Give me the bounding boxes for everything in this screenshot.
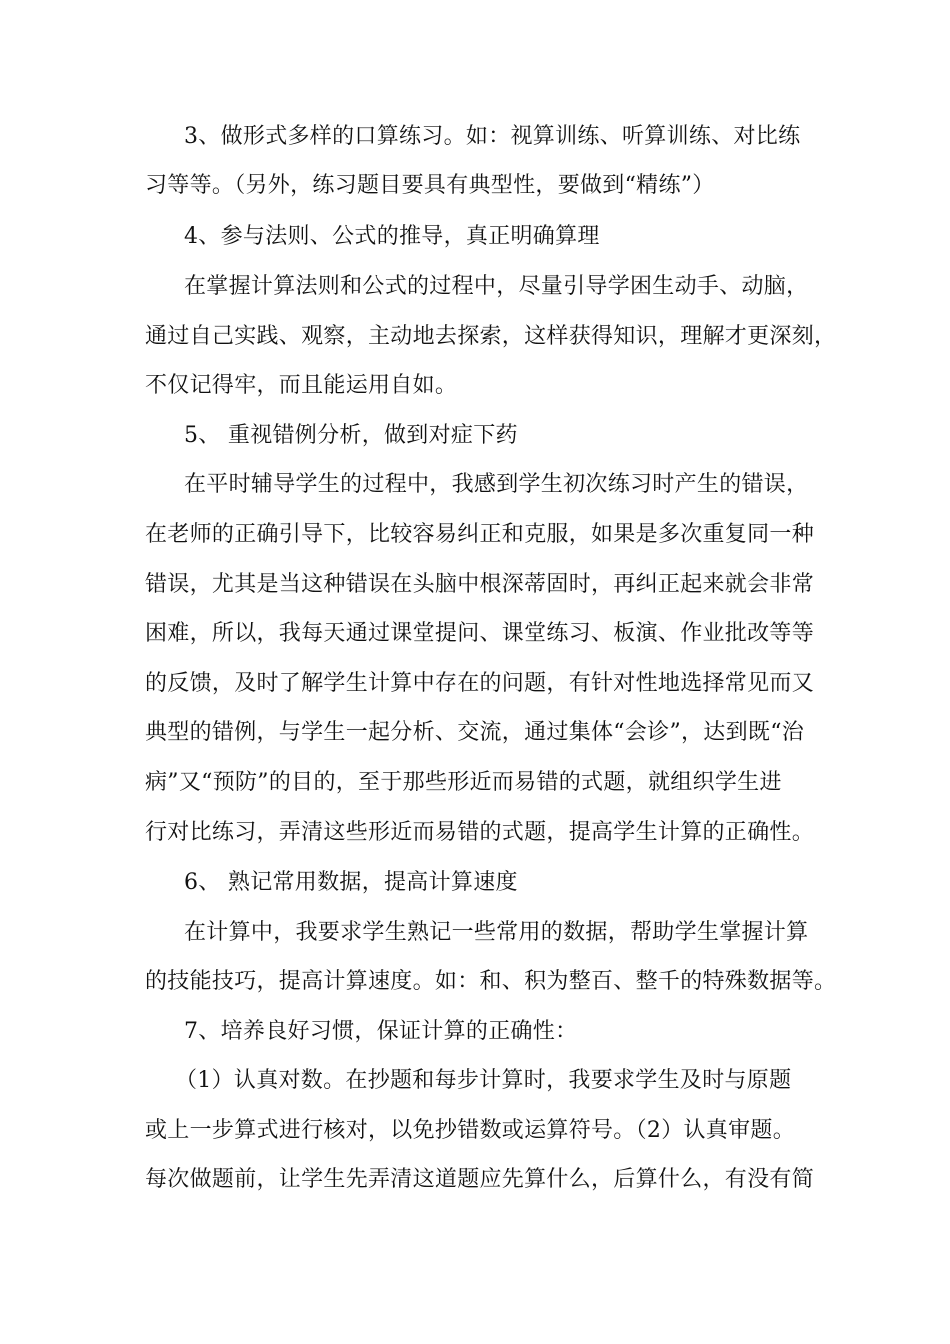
section-heading: 6、 熟记常用数据，提高计算速度 [184,870,518,895]
paragraph-line: 通过自己实践、观察，主动地去探索，这样获得知识，理解才更深刻， [145,324,837,349]
section-heading: 4、参与法则、公式的推导，真正明确算理 [184,224,600,249]
paragraph-line: 每次做题前，让学生先弄清这道题应先算什么，后算什么，有没有简 [145,1167,815,1192]
paragraph-line: 在掌握计算法则和公式的过程中，尽量引导学困生动手、动脑， [184,274,809,299]
paragraph-line: 在老师的正确引导下，比较容易纠正和克服，如果是多次重复同一种 [145,522,815,547]
paragraph-line: 3、做形式多样的口算练习。如：视算训练、听算训练、对比练 [184,124,801,149]
paragraph-line: 在平时辅导学生的过程中，我感到学生初次练习时产生的错误， [184,472,809,497]
paragraph-line: 困难，所以，我每天通过课堂提问、课堂练习、板演、作业批改等等 [145,621,815,646]
paragraph-line: 习等等。（另外，练习题目要具有典型性，要做到“精练”） [145,173,715,198]
paragraph-line: 不仅记得牢，而且能运用自如。 [145,373,458,398]
paragraph-line: （1）认真对数。在抄题和每步计算时，我要求学生及时与原题 [175,1068,792,1093]
section-heading: 5、 重视错例分析，做到对症下药 [184,423,518,448]
paragraph-line: 行对比练习，弄清这些形近而易错的式题，提高学生计算的正确性。 [145,820,815,845]
paragraph-line: 错误，尤其是当这种错误在头脑中根深蒂固时，再纠正起来就会非常 [145,572,815,597]
section-heading: 7、培养良好习惯，保证计算的正确性： [184,1019,578,1044]
paragraph-line: 的反馈，及时了解学生计算中存在的问题，有针对性地选择常见而又 [145,671,815,696]
paragraph-line: 在计算中，我要求学生熟记一些常用的数据，帮助学生掌握计算 [184,920,809,945]
paragraph-line: 的技能技巧，提高计算速度。如：和、积为整百、整千的特殊数据等。 [145,969,837,994]
paragraph-line: 病”又“预防”的目的，至于那些形近而易错的式题，就组织学生进 [145,770,782,795]
paragraph-line: 或上一步算式进行核对，以免抄错数或运算符号。（2）认真审题。 [145,1118,795,1143]
paragraph-line: 典型的错例，与学生一起分析、交流，通过集体“会诊”，达到既“治 [145,720,805,745]
